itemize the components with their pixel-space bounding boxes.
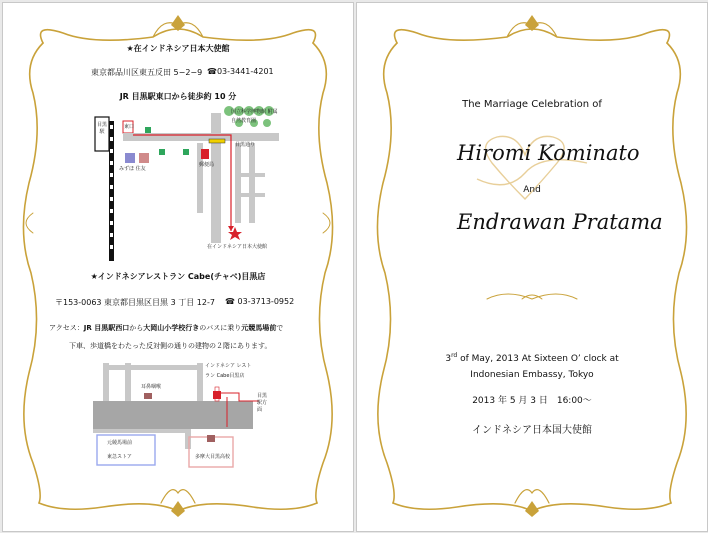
right-page (356, 2, 708, 532)
bride-name: Hiromi Kominato (457, 141, 640, 165)
busstop-label: 元競馬場前 (107, 440, 133, 446)
restaurant-access-line1: アクセス：JR 目黒駅西口から大岡山小学校行きのバスに乗り元競馬場前で (49, 324, 284, 332)
embassy-heading: ★在インドネシア日本大使館 (126, 44, 230, 53)
direction-label: 目黒駅方面 (257, 393, 268, 413)
bank-label: みずほ 住友 (119, 166, 146, 172)
embassy-map-label: 在インドネシア日本大使館 (207, 244, 267, 250)
and-text: And (523, 185, 541, 195)
restaurant-map (89, 357, 279, 477)
embassy-map (89, 103, 279, 263)
celebration-title: The Marriage Celebration of (462, 99, 602, 110)
event-date-japanese: 2013 年 5 月 3 日 16:00〜 (472, 396, 592, 406)
store-label: 東急ストア (107, 454, 132, 460)
groom-name: Endrawan Pratama (457, 210, 663, 234)
restaurant-heading: ★インドネシアレストラン Cabe(チャベ)目黒店 (90, 272, 266, 281)
gold-ornament-frame (357, 3, 707, 531)
highschool-label: 多摩大目黒高校 (195, 454, 231, 460)
event-date-line: 3rd of May, 2013 At Sixteen O’ clock at (445, 352, 619, 364)
post-office-label: 郵便局 (199, 162, 215, 168)
venue-japanese: インドネシア日本国大使館 (472, 425, 592, 436)
embassy-walk: JR 目黒駅東口から徒歩約 10 分 (119, 92, 237, 101)
hospital-label: 耳鼻咽喉 (141, 384, 162, 390)
restaurant-phone: ☎ 03-3713-0952 (225, 297, 295, 306)
left-page (2, 2, 354, 532)
restaurant-map-label: インドネシア レストラン Cabe目黒店 (205, 363, 252, 379)
exit-label: 東口 (124, 124, 135, 130)
station-label: 目黒駅 (96, 122, 107, 135)
school-museum-label: 国立科学博物館 附属自然教育園 (231, 109, 278, 124)
restaurant-access-line2: 下車、歩道橋をわたった反対側の通りの建物の２階にあります。 (69, 342, 272, 350)
venue-english: Indonesian Embassy, Tokyo (470, 370, 594, 380)
restaurant-address: 〒153-0063 東京都目黒区目黒 3 丁目 12-7 (55, 298, 215, 307)
embassy-phone: ☎03-3441-4201 (207, 67, 274, 76)
embassy-address: 東京都品川区東五反田 5−2−9 (91, 68, 203, 77)
street-label: 目黒通り (235, 142, 256, 148)
